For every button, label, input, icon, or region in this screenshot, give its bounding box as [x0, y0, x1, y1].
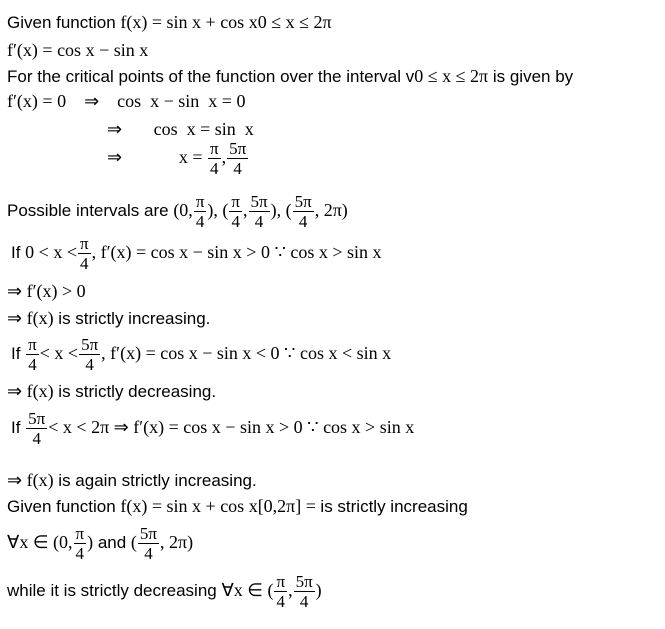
text: Possible intervals are [7, 200, 174, 220]
math-text: ∀x ∈ ( [221, 579, 274, 600]
denominator: 4 [210, 159, 219, 178]
math-text: 0 < x < [25, 241, 77, 262]
math-text: , f′(x) = cos x − sin x < 0 ∵ cos x < sin x [101, 342, 392, 363]
numerator: 5π [295, 572, 313, 591]
fraction [227, 139, 248, 178]
denominator: 4 [75, 544, 85, 563]
text: is again strictly increasing. [53, 471, 257, 490]
denominator: 4 [254, 212, 264, 231]
text: If [11, 343, 26, 363]
denominator: 4 [195, 212, 205, 231]
line-conclusion [7, 495, 468, 518]
text: and [93, 532, 131, 552]
math-text: ), ( [270, 199, 292, 220]
denominator: 4 [144, 544, 153, 563]
denominator: 4 [276, 592, 286, 611]
math-text: x = [178, 146, 207, 167]
line-critical-points [7, 65, 573, 88]
line-possible-intervals [7, 192, 348, 231]
numerator: 5π [81, 335, 99, 354]
numerator: π [75, 524, 85, 543]
math-text: f(x) [26, 470, 54, 490]
line-case-one [11, 234, 382, 273]
line-again-increasing [7, 469, 257, 492]
line-decreasing-interval [7, 572, 322, 611]
text: while it is strictly decreasing [7, 580, 222, 600]
text: For the critical points of the function over the interval v [7, 67, 415, 86]
line-case-two [11, 335, 391, 374]
text: is strictly decreasing. [53, 382, 217, 401]
denominator: 4 [233, 159, 242, 178]
text: If [11, 242, 26, 262]
math-text: (0, [173, 199, 193, 220]
fraction [26, 335, 39, 374]
fraction [26, 409, 47, 448]
numerator: 5π [28, 409, 46, 428]
denominator: 4 [299, 592, 309, 611]
line-derivative-positive [7, 280, 86, 303]
math-equation: f′(x) = 0 ⇒ cos x − sin x = 0 [7, 91, 246, 111]
math-text: ) [87, 531, 94, 552]
denominator: 4 [32, 429, 41, 448]
implies-symbol: ⇒ [7, 381, 27, 401]
denominator: 4 [28, 355, 37, 374]
math-text: , f′(x) = cos x − sin x > 0 ∵ cos x > sin x [91, 241, 382, 262]
math-text: f(x) = sin x + cos x[0,2π] = [120, 496, 321, 516]
math-text: ), ( [207, 199, 229, 220]
text: Given function [7, 13, 121, 32]
math-text: ∀x ∈ [7, 531, 53, 552]
math-text: , 2π) [314, 199, 348, 220]
text: is strictly increasing. [53, 309, 211, 328]
math-text: ( [130, 531, 137, 552]
math-text: < x < 2π ⇒ f′(x) = cos x − sin x > 0 ∵ cos x > sin x [48, 416, 415, 437]
fraction [194, 192, 207, 231]
math-text: (0, [53, 531, 73, 552]
math-text: < x < [39, 342, 79, 363]
math-text: f(x) [26, 381, 54, 401]
numerator: π [79, 234, 89, 253]
line-case-three [11, 409, 414, 448]
fraction [229, 192, 242, 231]
numerator: 5π [139, 524, 157, 543]
line-given-function [7, 11, 332, 34]
line-decreasing [7, 380, 216, 403]
line-derivative [7, 39, 148, 62]
math-text: ) [315, 579, 322, 600]
text: is strictly increasing [320, 497, 468, 516]
text: is given by [488, 67, 574, 86]
line-solutions [107, 139, 249, 178]
fraction [138, 524, 159, 563]
math-text: , [243, 199, 248, 220]
fraction [78, 234, 91, 273]
denominator: 4 [231, 212, 240, 231]
math-function-definition: f(x) = sin x + cos x0 ≤ x ≤ 2π [120, 12, 332, 32]
numerator: π [195, 192, 205, 211]
implies-symbol: ⇒ [7, 470, 27, 490]
math-text: f(x) [26, 308, 54, 328]
numerator: π [276, 572, 286, 591]
numerator: 5π [229, 139, 247, 158]
line-increasing-intervals [7, 524, 193, 563]
line-cos-equals-sin [107, 118, 254, 141]
text: Given function [7, 497, 121, 516]
fraction [294, 572, 315, 611]
line-increasing [7, 307, 210, 330]
denominator: 4 [85, 355, 94, 374]
fraction [293, 192, 314, 231]
line-derivative-zero [7, 90, 245, 113]
numerator: π [28, 335, 37, 354]
fraction [249, 192, 270, 231]
math-text: ⇒ f′(x) > 0 [7, 281, 86, 301]
implies-symbol: ⇒ [7, 308, 27, 328]
math-text: , 2π) [160, 531, 194, 552]
fraction [208, 139, 221, 178]
numerator: 5π [250, 192, 268, 211]
fraction [274, 572, 287, 611]
math-text: , [221, 146, 227, 167]
denominator: 4 [80, 254, 89, 273]
math-interval: 0 ≤ x ≤ 2π [414, 66, 489, 86]
math-equation: ⇒ cos x = sin x [107, 119, 254, 139]
denominator: 4 [298, 212, 308, 231]
numerator: π [209, 139, 219, 158]
fraction [79, 335, 100, 374]
text: If [11, 417, 26, 437]
numerator: 5π [294, 192, 312, 211]
math-derivative: f′(x) = cos x − sin x [7, 40, 149, 60]
math-text: , [288, 579, 293, 600]
implies-symbol: ⇒ [107, 146, 123, 167]
numerator: π [231, 192, 240, 211]
fraction [74, 524, 87, 563]
